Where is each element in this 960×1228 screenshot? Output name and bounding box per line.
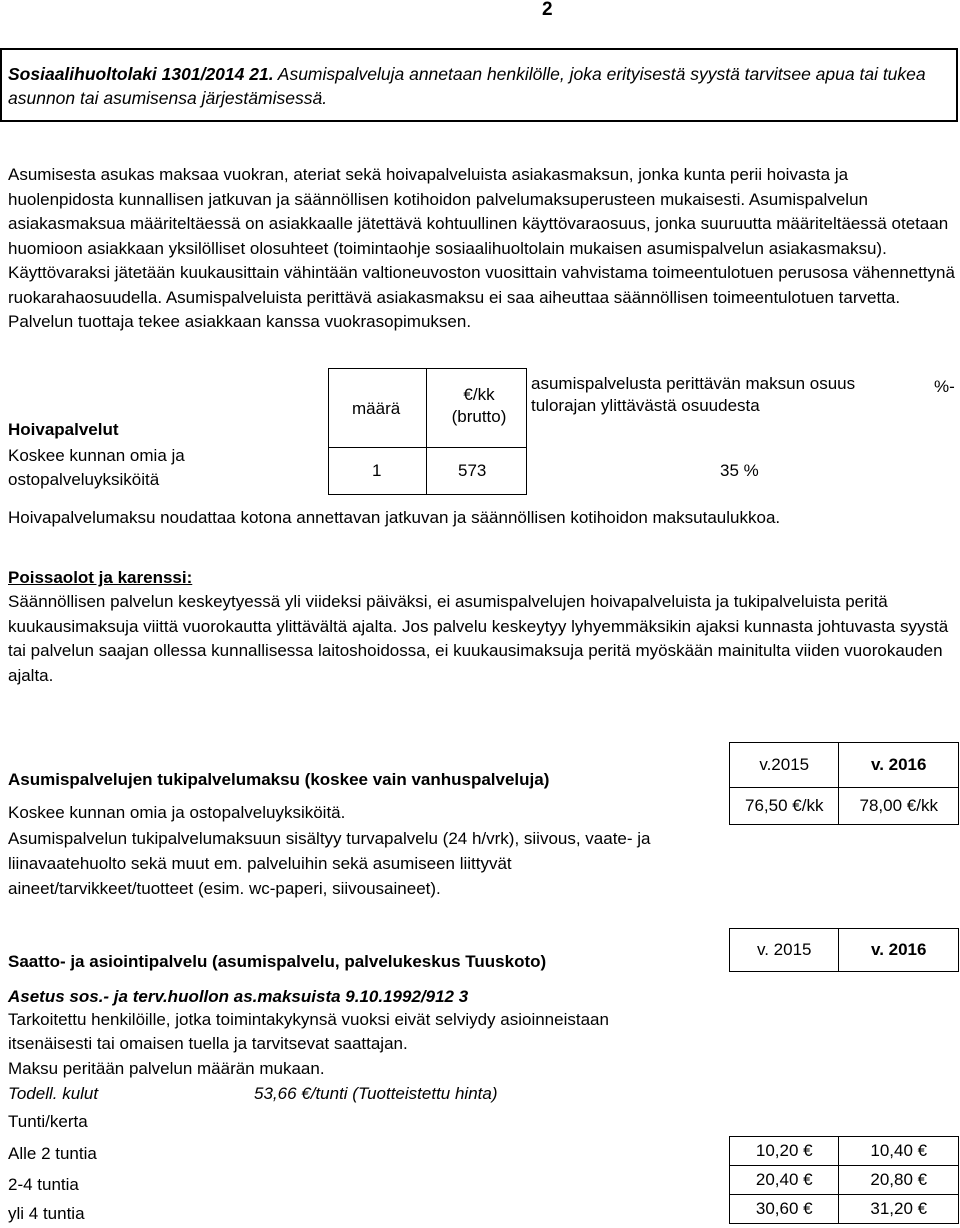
- law-reference-text: [8, 62, 948, 110]
- table-row: [730, 1195, 959, 1224]
- tukipalvelu-line2: Asumispalvelun tukipalvelumaksuun sisältyy turvapalvelu (24 h/vrk), siivous, vaate- ja liinavaatehuolto sekä muut em. palveluihin sekä asumiseen liittyvät aineet/tarvikkeet/tuotteet (esim. wc-paperi, siivousaineet).: [8, 829, 651, 898]
- saatto-todell-value: 53,66 €/tunti (Tuotteistettu hinta): [254, 1084, 498, 1103]
- saatto-asetus: Asetus sos.- ja terv.huollon as.maksuista 9.10.1992/912 3: [8, 987, 469, 1006]
- hoiva-col-percent: %-: [934, 377, 955, 396]
- hoiva-row-maara: 1: [372, 461, 382, 480]
- saatto-price-2015-2: 30,60 €: [730, 1195, 839, 1224]
- saatto-todell-label: Todell. kulut: [8, 1084, 99, 1103]
- saatto-price-table: [729, 1136, 959, 1224]
- tukipalvelu-year-2016: v. 2016: [839, 743, 959, 788]
- hoiva-note: Hoivapalvelumaksu noudattaa kotona annettavan jatkuvan ja säännöllisen kotihoidon maksutaulukkoa.: [8, 508, 781, 527]
- saatto-year-2016: v. 2016: [839, 929, 959, 972]
- saatto-row-label-0: Alle 2 tuntia: [8, 1144, 97, 1163]
- page-number: 2: [542, 0, 553, 20]
- hoiva-title: Hoivapalvelut: [8, 420, 119, 439]
- tukipalvelu-line1: Koskee kunnan omia ja ostopalveluyksiköitä.: [8, 803, 346, 822]
- saatto-price-2015-0: 10,20 €: [730, 1137, 839, 1166]
- hoiva-subtitle: Koskee kunnan omia ja ostopalveluyksiköitä: [8, 446, 185, 489]
- hoiva-row-pct: 35 %: [720, 461, 759, 480]
- saatto-row-label-1: 2-4 tuntia: [8, 1175, 79, 1194]
- tukipalvelu-year-2015: v.2015: [730, 743, 839, 788]
- law-reference-rest: Asumispalveluja annetaan henkilölle, joka erityisestä syystä tarvitsee apua tai tukea asunnon tai asumisensa järjestämisessä.: [8, 64, 926, 108]
- table-row: [730, 1166, 959, 1195]
- tukipalvelu-price-2016: 78,00 €/kk: [839, 788, 959, 825]
- saatto-year-2015: v. 2015: [730, 929, 839, 972]
- law-reference-bold: Sosiaalihuoltolaki 1301/2014 21.: [8, 64, 274, 84]
- saatto-title: Saatto- ja asiointipalvelu (asumispalvelu, palvelukeskus Tuuskoto): [8, 952, 547, 971]
- saatto-line2: Maksu peritään palvelun määrän mukaan.: [8, 1059, 325, 1078]
- tukipalvelu-title: Asumispalvelujen tukipalvelumaksu (koskee vain vanhuspalveluja): [8, 770, 550, 789]
- saatto-price-2016-1: 20,80 €: [839, 1166, 959, 1195]
- hoiva-col-maara: määrä: [352, 399, 401, 418]
- poissaolot-title: Poissaolot ja karenssi:: [8, 568, 193, 587]
- saatto-line1: Tarkoitettu henkilöille, jotka toimintakykynsä vuoksi eivät selviydy asioinneistaan itsenäisesti tai omaisen tuella ja tarvitsevat saattajan.: [8, 1010, 609, 1053]
- hoiva-col-perkk: €/kk (brutto): [451, 385, 507, 426]
- saatto-row-label-2: yli 4 tuntia: [8, 1204, 85, 1223]
- saatto-price-2015-1: 20,40 €: [730, 1166, 839, 1195]
- table-row: [730, 1137, 959, 1166]
- tukipalvelu-price-table: [729, 742, 959, 825]
- tukipalvelu-price-2015: 76,50 €/kk: [730, 788, 839, 825]
- poissaolot-text: Säännöllisen palvelun keskeytyessä yli viideksi päiväksi, ei asumispalvelujen hoivapalveluista ja tukipalveluista peritä kuukausimaksuja viittä vuorokautta ylittävältä ajalta. Jos palvelu keskeytyy lyhyemmäksikin ajaksi kunnasta johtuvasta syystä tai palvelun saajan ollessa kunnallisessa laitoshoidossa, ei kuukausimaksuja peritä myöskään mainitulta viiden vuorokauden ajalta.: [8, 592, 949, 685]
- hoiva-col-osuus: asumispalvelusta perittävän maksun osuus tulorajan ylittävästä osuudesta: [531, 374, 856, 415]
- saatto-price-2016-2: 31,20 €: [839, 1195, 959, 1224]
- hoiva-row-perkk: 573: [458, 461, 487, 480]
- saatto-price-2016-0: 10,40 €: [839, 1137, 959, 1166]
- intro-paragraph: Asumisesta asukas maksaa vuokran, ateriat sekä hoivapalveluista asiakasmaksun, jonka kunta perii hoivasta ja huolenpidosta kunnallisen jatkuvan ja säännöllisen kotihoidon palvelumaksuperusteen mukaisesti. Asumispalvelun asiakasmaksua määriteltäessä on asiakkaalle jätettävä kohtuullinen käyttövaraosuus, jonka suuruutta määriteltäessä otetaan huomioon asiakkaan yksilölliset olosuhteet (toimintaohje sosiaalihuoltolain mukaisen asumispalvelun asiakasmaksu). Käyttövaraksi jätetään kuukausittain vähintään valtioneuvoston vuosittain vahvistama toimeentulotuen perusosa vähennettynä ruokarahaosuudella. Asumispalveluista perittävä asiakasmaksu ei saa aiheuttaa säännöllisen toimeentulotuen tarvetta. Palvelun tuottaja tekee asiakkaan kanssa vuokrasopimuksen.: [8, 165, 955, 331]
- saatto-tunti-label: Tunti/kerta: [8, 1112, 88, 1131]
- saatto-year-table: [729, 928, 959, 972]
